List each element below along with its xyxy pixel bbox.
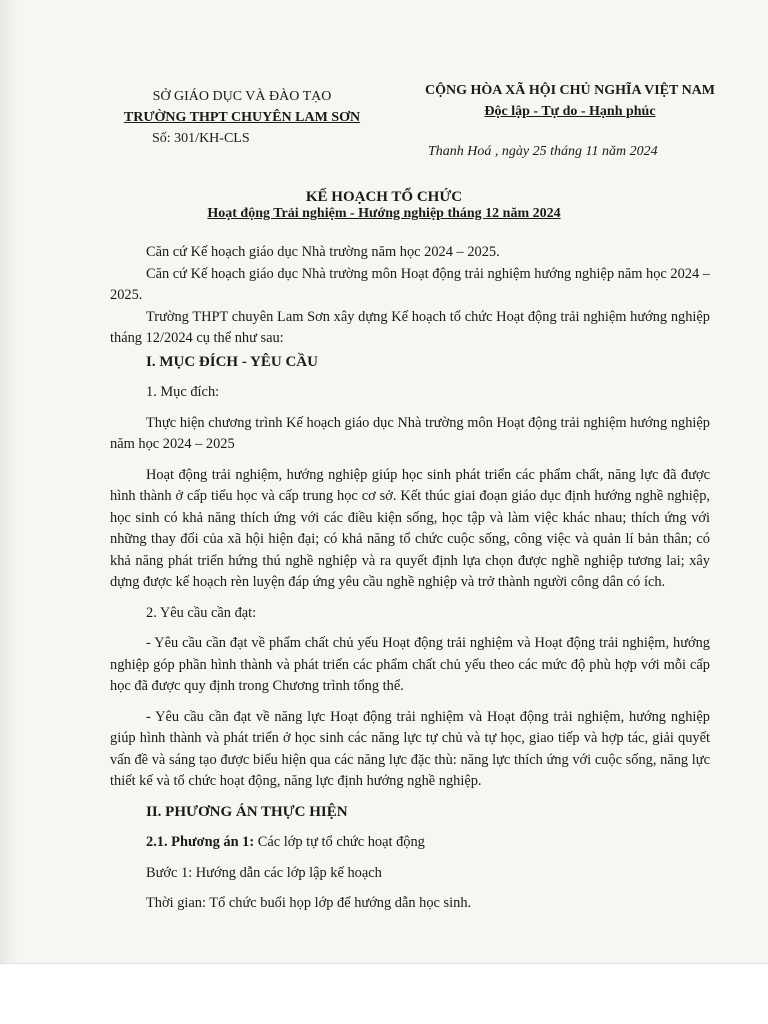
purpose-heading: 1. Mục đích:	[146, 384, 220, 400]
basis-paragraph-2: Căn cứ Kế hoạch giáo dục Nhà trường môn Hoạt động trải nghiệm hướng nghiệp năm học 2024 – 2025.	[110, 265, 710, 303]
country-name: CỘNG HÒA XÃ HỘI CHỦ NGHĨA VIỆT NAM	[424, 83, 715, 98]
requirement-heading: 2. Yêu cầu cần đạt:	[146, 604, 257, 621]
national-motto: Độc lập - Tự do - Hạnh phúc	[484, 104, 656, 119]
section-heading-purpose: I. MỤC ĐÍCH - YÊU CẦU	[146, 353, 318, 370]
issuer-block	[112, 86, 372, 149]
option-1-line	[110, 832, 710, 854]
school-name: TRƯỜNG THPT CHUYÊN LAM SƠN	[123, 110, 361, 125]
requirement-paragraph-2: - Yêu cầu cần đạt về năng lực Hoạt động trải nghiệm và Hoạt động trải nghiệm, hướng nghiệp giúp hình thành và phát triển ở học sinh các năng lực tự chủ và tự học, giao tiếp và hợp tác, giải quyết vấn đề và sáng tạo được biểu hiện qua các năng lực đặc thù: năng lực thích ứng với cuộc sống, năng lực thiết kế và tổ chức hoạt động, năng lực định hướng nghề nghiệp.	[110, 708, 710, 789]
document-body	[110, 242, 710, 915]
option-1-text: Các lớp tự tổ chức hoạt động	[254, 834, 425, 850]
scan-shadow-left	[0, 0, 18, 1024]
subtitle-text: Hoạt động Trải nghiệm - Hướng nghiệp tháng 12 năm 2024	[207, 206, 561, 221]
option-1-label: 2.1. Phương án 1:	[146, 834, 255, 850]
national-header	[420, 80, 720, 122]
intro-paragraph: Trường THPT chuyên Lam Sơn xây dựng Kế hoạch tổ chức Hoạt động trải nghiệm hướng nghiệp tháng 12/2024 cụ thể như sau:	[110, 308, 710, 346]
requirement-paragraph-1: - Yêu cầu cần đạt về phẩm chất chủ yếu Hoạt động trải nghiệm và Hoạt động trải nghiệm, hướng nghiệp góp phần hình thành và phát triển các phẩm chất chủ yếu theo các mức độ phù hợp với mỗi cấp học đã được quy định trong Chương trình tổng thể.	[110, 635, 710, 694]
step-1-line: Bước 1: Hướng dẫn các lớp lập kế hoạch	[146, 864, 382, 881]
purpose-paragraph-2: Hoạt động trải nghiệm, hướng nghiệp giúp học sinh phát triển các phẩm chất, năng lực đã được hình thành ở cấp tiểu học và cấp trung học cơ sở. Kết thúc giai đoạn giáo dục định hướng nghề nghiệp, học sinh có khả năng thích ứng với các điều kiện sống, học tập và làm việc khác nhau; thích ứng với những thay đổi của xã hội hiện đại; có khả năng tổ chức cuộc sống, công việc và quản lí bản thân; có khả năng phát triển hứng thú nghề nghiệp và ra quyết định lựa chọn được nghề nghiệp tương lai; xây dựng được kế hoạch rèn luyện đáp ứng yêu cầu nghề nghiệp và trở thành người công dân có ích.	[110, 466, 710, 590]
purpose-paragraph-1: Thực hiện chương trình Kế hoạch giáo dục Nhà trường môn Hoạt động trải nghiệm hướng nghiệp năm học 2024 – 2025	[110, 414, 710, 452]
place-and-date: Thanh Hoá , ngày 25 tháng 11 năm 2024	[428, 144, 658, 159]
basis-paragraph-1: Căn cứ Kế hoạch giáo dục Nhà trường năm học 2024 – 2025.	[146, 244, 500, 260]
time-line: Thời gian: Tổ chức buổi họp lớp để hướng dẫn học sinh.	[146, 895, 472, 911]
document-title: KẾ HOẠCH TỔ CHỨC	[305, 189, 463, 205]
section-heading-implementation: II. PHƯƠNG ÁN THỰC HIỆN	[146, 803, 348, 820]
agency-name: SỞ GIÁO DỤC VÀ ĐÀO TẠO	[152, 89, 332, 104]
document-subtitle	[0, 206, 768, 222]
document-number: Số: 301/KH-CLS	[152, 131, 250, 146]
scan-margin-bottom	[0, 963, 768, 1024]
